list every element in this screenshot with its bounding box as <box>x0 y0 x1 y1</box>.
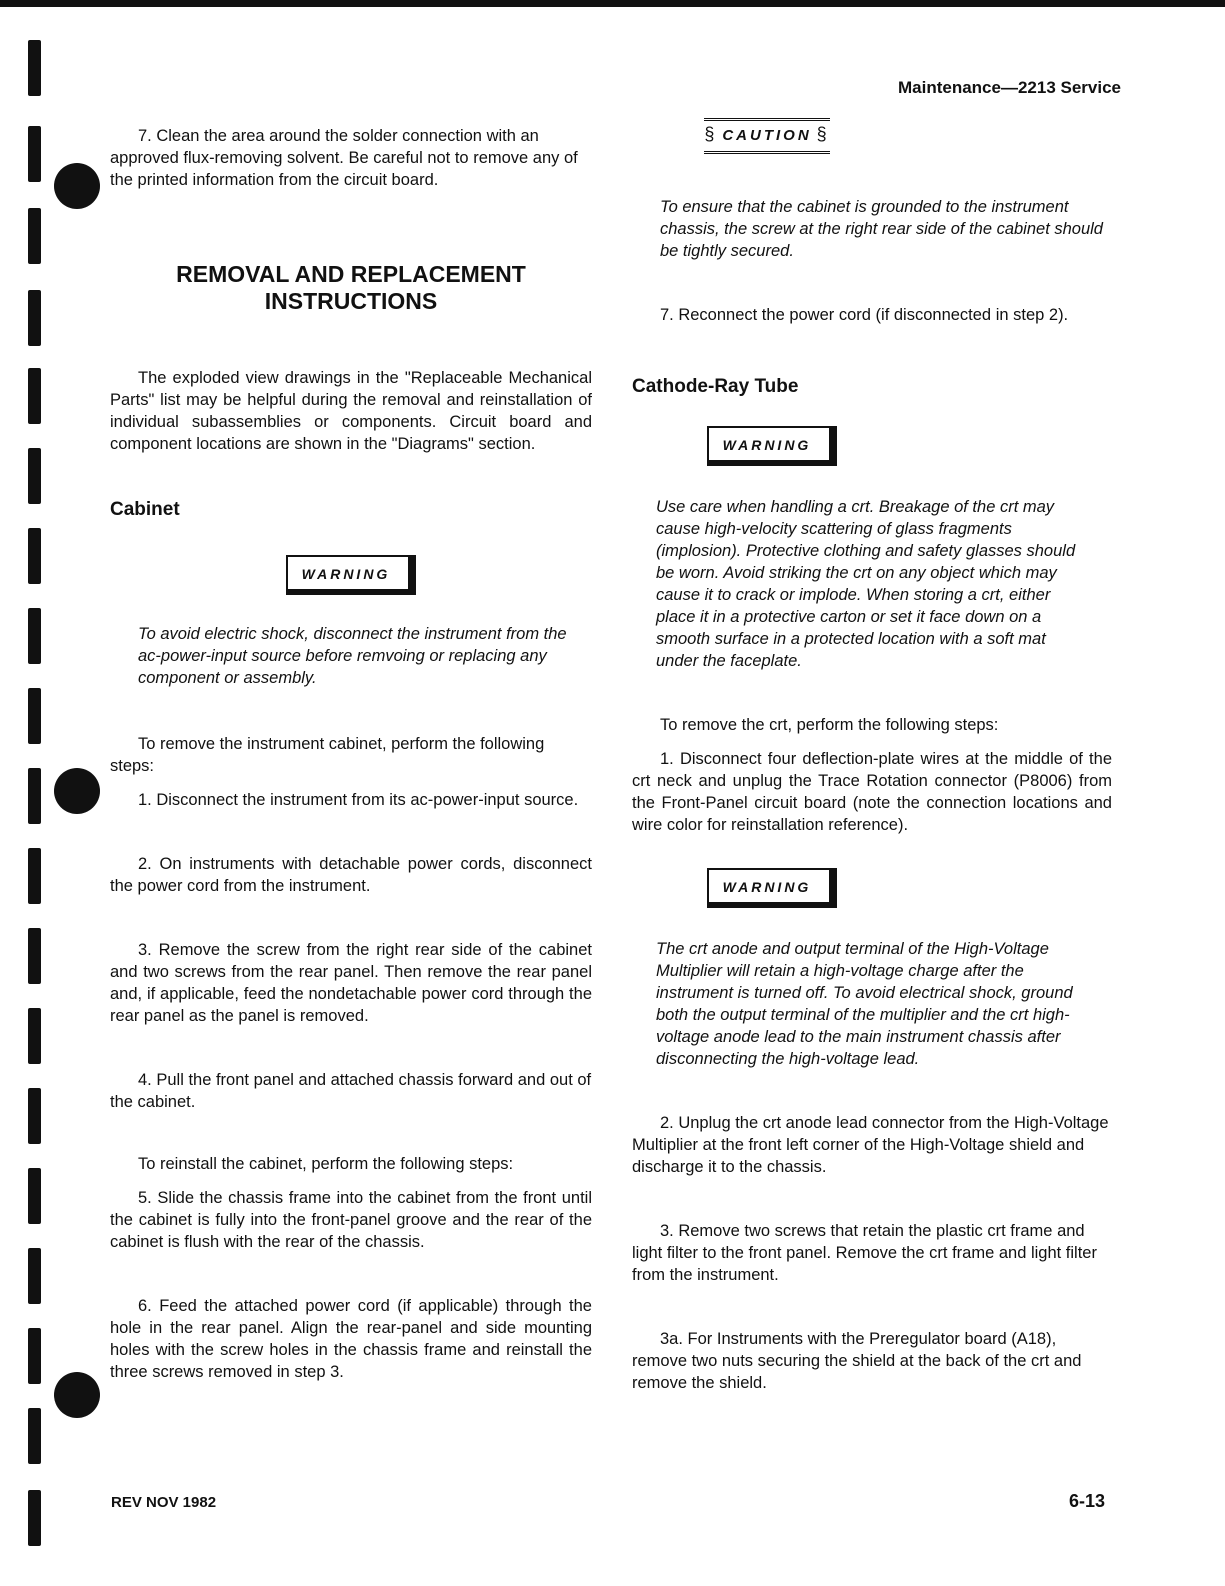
warning-label: WARNING <box>286 555 417 595</box>
binder-mark <box>28 768 41 824</box>
step-5: 5. Slide the chassis frame into the cabinet from the front until the cabinet is fully into the front-panel groove and the rear of the cabinet is flush with the rear of the chassis. <box>110 1189 592 1251</box>
caution-text: To ensure that the cabinet is grounded to the instrument chassis, the screw at the right rear side of the cabinet should be tightly secured. <box>660 198 1103 260</box>
left-column <box>110 125 592 1383</box>
reinstall-intro: To reinstall the cabinet, perform the following steps: <box>138 1155 514 1173</box>
binder-mark <box>28 1408 41 1464</box>
step-6: 6. Feed the attached power cord (if applicable) through the hole in the rear panel. Align the rear-panel and side mounting holes with the screw holes in the chassis frame and reinstall the three screws removed in step 3. <box>110 1297 592 1381</box>
crt-intro: To remove the crt, perform the following steps: <box>660 716 999 734</box>
warning2-text: The crt anode and output terminal of the High-Voltage Multiplier will retain a high-voltage charge after the instrument is turned off. To avoid electrical shock, ground both the output terminal of the multiplier and the crt high-voltage anode lead to the main instrument chassis after disconnecting the high-voltage lead. <box>656 940 1073 1068</box>
warning1-text: Use care when handling a crt. Breakage of the crt may cause high-velocity scattering of glass fragments (implosion). Protective clothing and safety glasses should be worn. Avoid striking the crt on any object which may cause it to crack or implode. When storing a crt, either place it in a protective carton or set it face down on a smooth surface in a protected location with a soft mat under the faceplate. <box>656 498 1076 670</box>
step-1: 1. Disconnect the instrument from its ac-power-input source. <box>138 791 579 809</box>
step-7-clean: 7. Clean the area around the solder connection with an approved flux-removing solvent. Be careful not to remove any of the printed information from the circuit board. <box>110 127 578 189</box>
warning-text: To avoid electric shock, disconnect the instrument from the ac-power-input source before remvoing or replacing any component or assembly. <box>138 625 567 687</box>
remove-intro: To remove the instrument cabinet, perform the following steps: <box>110 735 545 775</box>
crt-step-1: 1. Disconnect four deflection-plate wires at the middle of the crt neck and unplug the Trace Rotation connector (P8006) from the Front-Panel circuit board (note the connection locations and wire color for reinstallation reference). <box>632 750 1112 834</box>
step-4: 4. Pull the front panel and attached chassis forward and out of the cabinet. <box>110 1071 592 1111</box>
right-column <box>632 118 1112 1394</box>
top-border <box>0 0 1225 7</box>
caution-box-wrap <box>632 118 902 154</box>
caution-label: § CAUTION § <box>704 118 829 154</box>
step-7-reconnect: 7. Reconnect the power cord (if disconnected in step 2). <box>660 306 1069 324</box>
binder-mark <box>28 688 41 744</box>
binder-mark <box>28 368 41 424</box>
warning1-label: WARNING <box>707 426 838 466</box>
warning2-label: WARNING <box>707 868 838 908</box>
binder-mark <box>28 1008 41 1064</box>
binder-mark <box>28 1088 41 1144</box>
section-title <box>110 261 592 315</box>
binder-mark <box>28 290 41 346</box>
binder-mark <box>28 40 41 96</box>
revision-date: REV NOV 1982 <box>111 1494 217 1511</box>
binder-mark <box>28 608 41 664</box>
binder-mark <box>28 528 41 584</box>
page-number: 6-13 <box>1068 1491 1105 1511</box>
binder-mark <box>28 928 41 984</box>
warning1-box-wrap <box>632 426 912 466</box>
punch-hole <box>54 163 100 209</box>
cabinet-heading: Cabinet <box>110 499 180 520</box>
binder-mark <box>28 848 41 904</box>
binder-mark <box>28 448 41 504</box>
crt-heading: Cathode-Ray Tube <box>632 376 799 397</box>
binder-mark <box>28 1248 41 1304</box>
crt-step-3a: 3a. For Instruments with the Preregulator board (A18), remove two nuts securing the shield at the back of the crt and remove the shield. <box>632 1330 1082 1392</box>
warning2-box-wrap <box>632 868 912 908</box>
step-2: 2. On instruments with detachable power cords, disconnect the power cord from the instrument. <box>110 855 592 895</box>
crt-step-3: 3. Remove two screws that retain the plastic crt frame and light filter to the front panel. Remove the crt frame and light filter from the instrument. <box>632 1222 1097 1284</box>
binder-mark <box>28 1328 41 1384</box>
section-title-line2: INSTRUCTIONS <box>264 288 438 314</box>
binder-mark <box>28 1490 41 1546</box>
binder-mark <box>28 208 41 264</box>
punch-hole <box>54 1372 100 1418</box>
binder-mark <box>28 1168 41 1224</box>
section-title-line1: REMOVAL AND REPLACEMENT <box>176 261 526 287</box>
running-header: Maintenance—2213 Service <box>897 78 1121 97</box>
crt-step-2: 2. Unplug the crt anode lead connector from the High-Voltage Multiplier at the front left corner of the High-Voltage shield and discharge it to the chassis. <box>632 1114 1109 1176</box>
step-3: 3. Remove the screw from the right rear side of the cabinet and two screws from the rear panel. Then remove the rear panel and, if applicable, feed the nondetachable power cord through the rear panel as the panel is removed. <box>110 941 592 1025</box>
binder-mark <box>28 126 41 182</box>
intro-paragraph: The exploded view drawings in the "Replaceable Mechanical Parts" list may be helpful during the removal and reinstallation of individual subassemblies or components. Circuit board and component locations are shown in the "Diagrams" section. <box>110 369 592 453</box>
warning-box-wrap <box>110 555 592 595</box>
punch-hole <box>54 768 100 814</box>
